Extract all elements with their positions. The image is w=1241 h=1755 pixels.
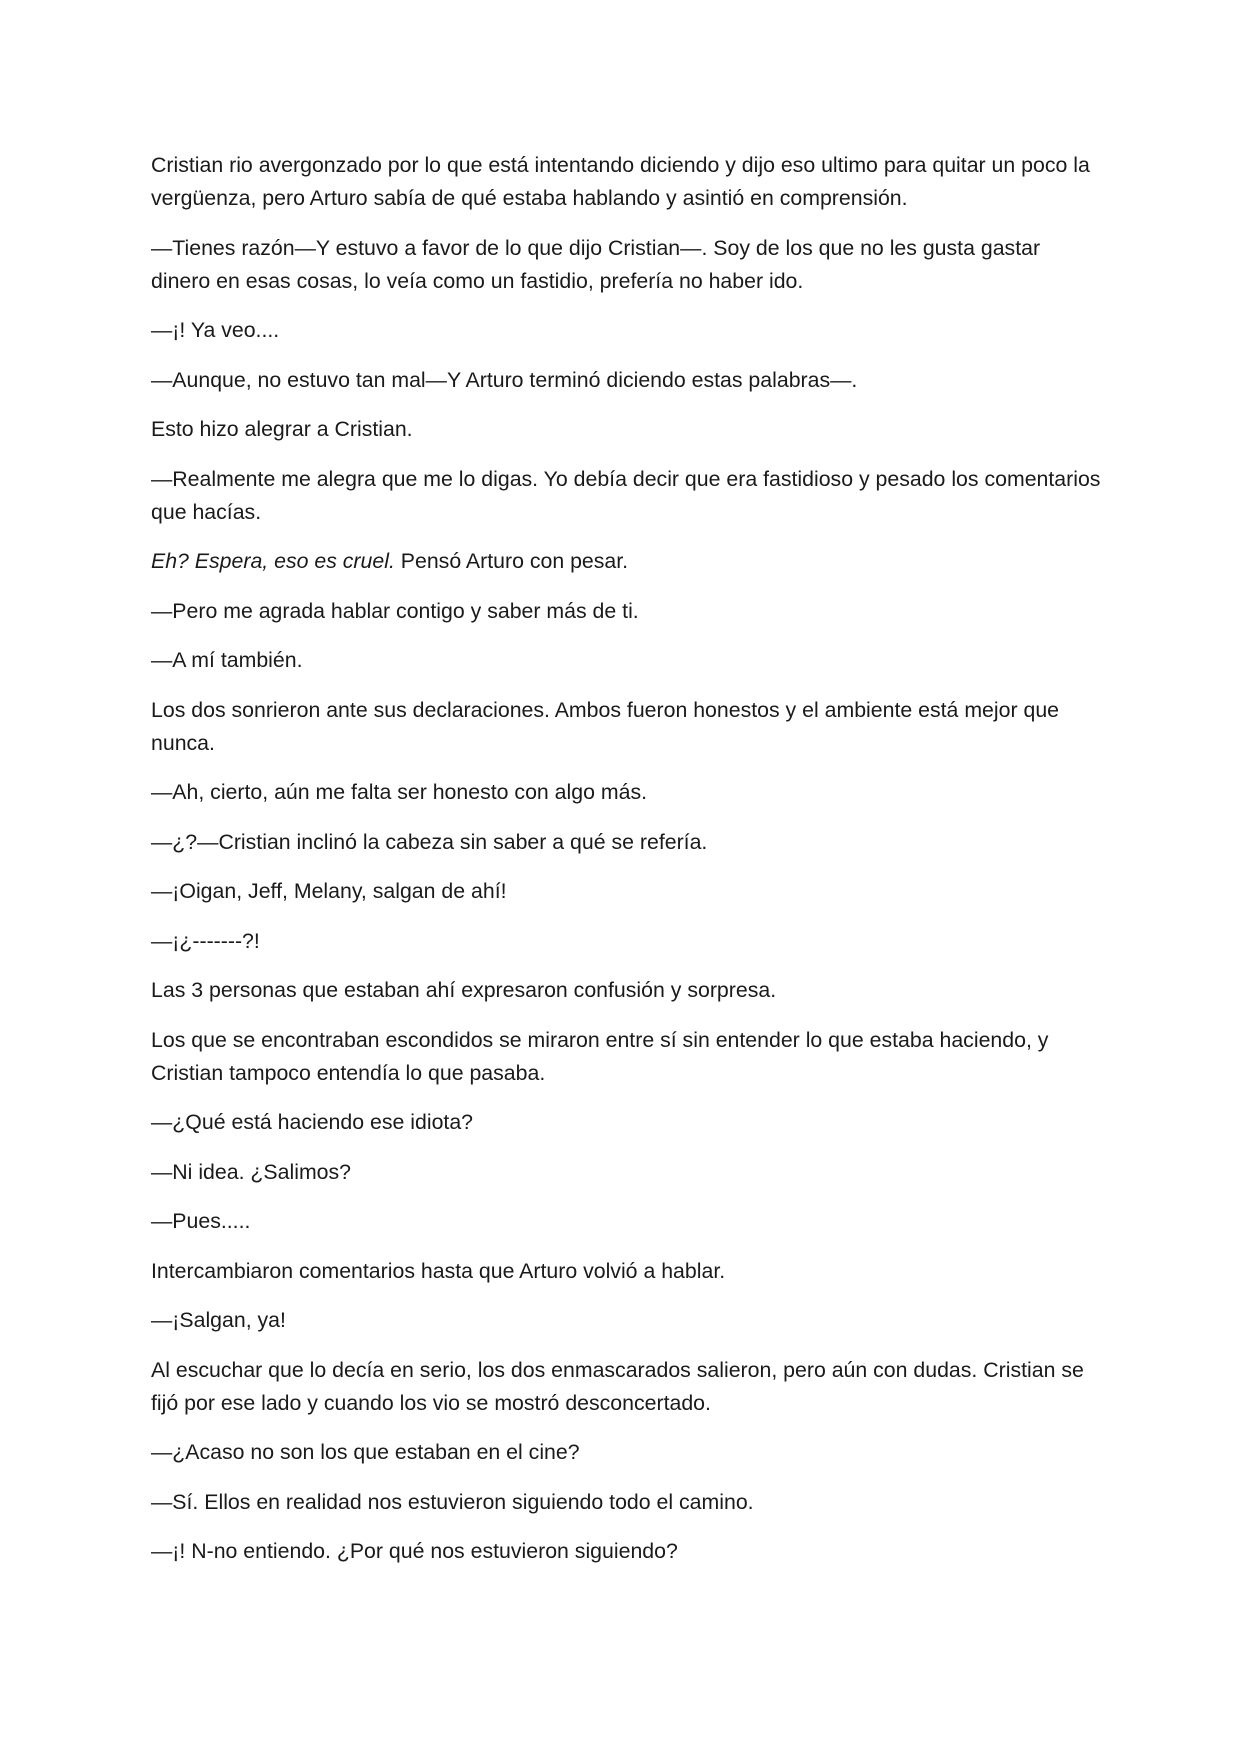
paragraph: —¡! Ya veo.... [151, 318, 280, 342]
paragraph: —¡Salgan, ya! [151, 1308, 286, 1332]
paragraph: Intercambiaron comentarios hasta que Arturo volvió a hablar. [151, 1258, 726, 1283]
paragraph: —Aunque, no estuvo tan mal—Y Arturo terminó diciendo estas palabras—. [151, 367, 858, 392]
paragraph: Los dos sonrieron ante sus declaraciones. Ambos fueron honestos y el ambiente está mejor que nunca. [151, 697, 1060, 755]
paragraph: —Sí. Ellos en realidad nos estuvieron siguiendo todo el camino. [151, 1489, 754, 1514]
paragraph: —Pues..... [151, 1209, 251, 1233]
paragraph: —¿Qué está haciendo ese idiota? [151, 1110, 474, 1134]
paragraph: Al escuchar que lo decía en serio, los dos enmascarados salieron, pero aún con dudas. Cristian se fijó por ese lado y cuando los vio se mostró desconcertado. [151, 1357, 1084, 1415]
paragraph: Esto hizo alegrar a Cristian. [151, 417, 413, 441]
paragraph: —Ni idea. ¿Salimos? [151, 1159, 352, 1184]
paragraph: Los que se encontraban escondidos se miraron entre sí sin entender lo que estaba haciendo, y Cristian tampoco entendía lo que pasaba. [151, 1027, 1049, 1085]
paragraph: —Pero me agrada hablar contigo y saber más de ti. [151, 598, 639, 623]
paragraph-thought [151, 545, 1101, 578]
paragraph: —¿?—Cristian inclinó la cabeza sin saber a qué se refería. [151, 829, 708, 854]
paragraph: —¡! N-no entiendo. ¿Por qué nos estuvieron siguiendo? [151, 1539, 678, 1563]
paragraph: —A mí también. [151, 648, 303, 672]
paragraph: —¡Oigan, Jeff, Melany, salgan de ahí! [151, 879, 507, 903]
paragraph: —Ah, cierto, aún me falta ser honesto con algo más. [151, 780, 648, 804]
italic-thought: Eh? Espera, eso es cruel. [151, 549, 395, 573]
paragraph: —Realmente me alegra que me lo digas. Yo debía decir que era fastidioso y pesado los comentarios que hacías. [151, 466, 1101, 524]
paragraph: Las 3 personas que estaban ahí expresaron confusión y sorpresa. [151, 978, 777, 1002]
paragraph: Cristian rio avergonzado por lo que está intentando diciendo y dijo eso ultimo para quitar un poco la vergüenza, pero Arturo sabía de qué estaba hablando y asintió en comprensión. [151, 153, 1090, 210]
thought-narration: Pensó Arturo con pesar. [394, 549, 629, 573]
paragraph: —¡¿-------?! [151, 928, 260, 953]
paragraph: —¿Acaso no son los que estaban en el cine? [151, 1440, 580, 1464]
document-body [151, 149, 1101, 1585]
paragraph: —Tienes razón—Y estuvo a favor de lo que dijo Cristian—. Soy de los que no les gusta gastar dinero en esas cosas, lo veía como un fastidio, prefería no haber ido. [151, 235, 1041, 293]
